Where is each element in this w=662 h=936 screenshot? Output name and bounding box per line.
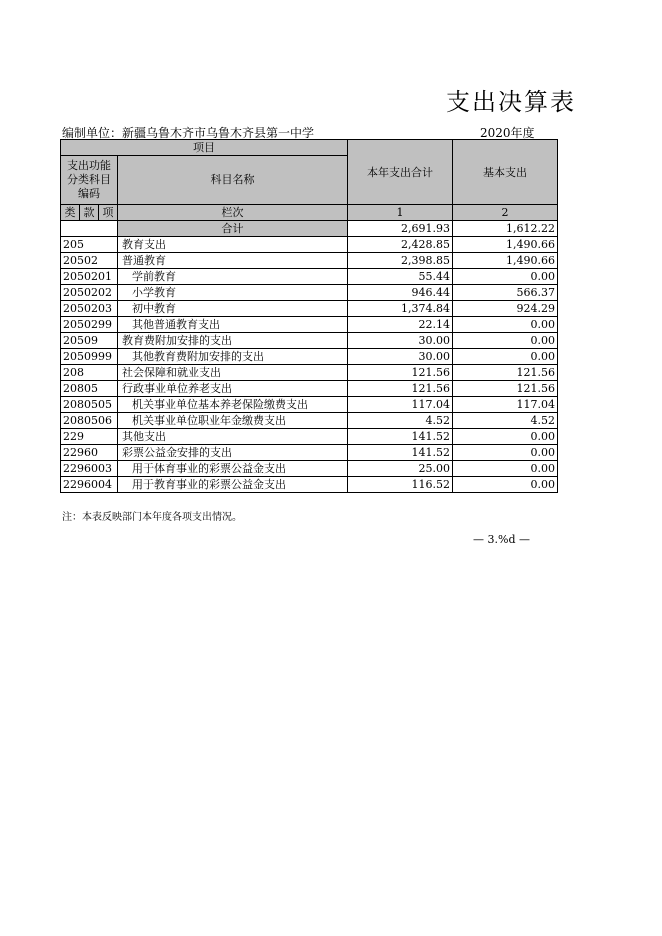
row-subject-name: 其他普通教育支出	[118, 317, 348, 333]
row-basic: 0.00	[453, 317, 558, 333]
row-total: 116.52	[348, 477, 453, 493]
row-code: 229	[61, 429, 118, 445]
header-total-expense: 本年支出合计	[348, 140, 453, 205]
row-code: 205	[61, 237, 118, 253]
row-subject-name: 机关事业单位职业年金缴费支出	[118, 413, 348, 429]
page-marker: — 3.%d —	[473, 533, 530, 546]
total-code-blank	[61, 221, 118, 237]
row-basic: 0.00	[453, 477, 558, 493]
row-subject-name: 教育费附加安排的支出	[118, 333, 348, 349]
row-subject-name: 教育支出	[118, 237, 348, 253]
table-row	[61, 397, 558, 413]
row-total: 141.52	[348, 445, 453, 461]
table-row	[61, 253, 558, 269]
row-total: 946.44	[348, 285, 453, 301]
table-row	[61, 461, 558, 477]
row-total: 4.52	[348, 413, 453, 429]
header-kuan: 款	[80, 205, 99, 221]
row-total: 121.56	[348, 381, 453, 397]
fiscal-year: 2020年度	[480, 126, 535, 140]
row-code: 2296003	[61, 461, 118, 477]
row-code: 22960	[61, 445, 118, 461]
row-basic: 1,490.66	[453, 253, 558, 269]
header-basic-expense: 基本支出	[453, 140, 558, 205]
row-code: 2050299	[61, 317, 118, 333]
table-row	[61, 445, 558, 461]
row-code: 20509	[61, 333, 118, 349]
table-row	[61, 269, 558, 285]
row-basic: 0.00	[453, 349, 558, 365]
table-row	[61, 237, 558, 253]
row-total: 1,374.84	[348, 301, 453, 317]
row-basic: 0.00	[453, 429, 558, 445]
row-total: 117.04	[348, 397, 453, 413]
row-subject-name: 社会保障和就业支出	[118, 365, 348, 381]
row-total: 22.14	[348, 317, 453, 333]
header-code-group: 支出功能分类科目编码	[61, 156, 118, 205]
row-code: 20502	[61, 253, 118, 269]
table-row	[61, 413, 558, 429]
row-subject-name: 用于教育事业的彩票公益金支出	[118, 477, 348, 493]
row-code: 2050999	[61, 349, 118, 365]
table-note: 注：本表反映部门本年度各项支出情况。	[62, 512, 242, 523]
row-total: 25.00	[348, 461, 453, 477]
row-subject-name: 其他教育费附加安排的支出	[118, 349, 348, 365]
row-code: 2296004	[61, 477, 118, 493]
row-code: 2080505	[61, 397, 118, 413]
row-basic: 566.37	[453, 285, 558, 301]
row-basic: 0.00	[453, 445, 558, 461]
table-row	[61, 285, 558, 301]
row-basic: 4.52	[453, 413, 558, 429]
table-row	[61, 333, 558, 349]
row-code: 208	[61, 365, 118, 381]
row-basic: 924.29	[453, 301, 558, 317]
table-row	[61, 381, 558, 397]
row-basic: 121.56	[453, 365, 558, 381]
table-row	[61, 477, 558, 493]
row-total: 141.52	[348, 429, 453, 445]
header-project: 项目	[61, 140, 348, 156]
row-subject-name: 彩票公益金安排的支出	[118, 445, 348, 461]
row-code: 2050202	[61, 285, 118, 301]
table-row	[61, 365, 558, 381]
table-row	[61, 317, 558, 333]
row-code: 2050201	[61, 269, 118, 285]
row-subject-name: 普通教育	[118, 253, 348, 269]
row-basic: 0.00	[453, 269, 558, 285]
row-basic: 117.04	[453, 397, 558, 413]
expenditure-table	[60, 139, 558, 493]
header-lei: 类	[61, 205, 80, 221]
row-total: 30.00	[348, 333, 453, 349]
row-code: 2080506	[61, 413, 118, 429]
total-basic: 1,612.22	[453, 221, 558, 237]
row-basic: 0.00	[453, 333, 558, 349]
header-col2: 2	[453, 205, 558, 221]
row-subject-name: 学前教育	[118, 269, 348, 285]
row-total: 30.00	[348, 349, 453, 365]
row-subject-name: 小学教育	[118, 285, 348, 301]
row-subject-name: 用于体育事业的彩票公益金支出	[118, 461, 348, 477]
row-subject-name: 行政事业单位养老支出	[118, 381, 348, 397]
row-total: 2,428.85	[348, 237, 453, 253]
row-subject-name: 机关事业单位基本养老保险缴费支出	[118, 397, 348, 413]
page-title: 支出决算表	[446, 88, 576, 116]
header-xiang: 项	[99, 205, 118, 221]
reporting-unit: 编制单位：新疆乌鲁木齐市乌鲁木齐县第一中学	[62, 126, 315, 140]
row-basic: 121.56	[453, 381, 558, 397]
row-basic: 0.00	[453, 461, 558, 477]
row-code: 20805	[61, 381, 118, 397]
row-total: 55.44	[348, 269, 453, 285]
table-body	[61, 237, 558, 493]
row-subject-name: 初中教育	[118, 301, 348, 317]
table-row	[61, 301, 558, 317]
header-subject-name: 科目名称	[118, 156, 348, 205]
row-total: 2,398.85	[348, 253, 453, 269]
header-col1: 1	[348, 205, 453, 221]
row-basic: 1,490.66	[453, 237, 558, 253]
table-row	[61, 349, 558, 365]
header-column-no: 栏次	[118, 205, 348, 221]
table-row	[61, 429, 558, 445]
total-label: 合计	[118, 221, 348, 237]
row-code: 2050203	[61, 301, 118, 317]
row-total: 121.56	[348, 365, 453, 381]
total-value: 2,691.93	[348, 221, 453, 237]
row-subject-name: 其他支出	[118, 429, 348, 445]
